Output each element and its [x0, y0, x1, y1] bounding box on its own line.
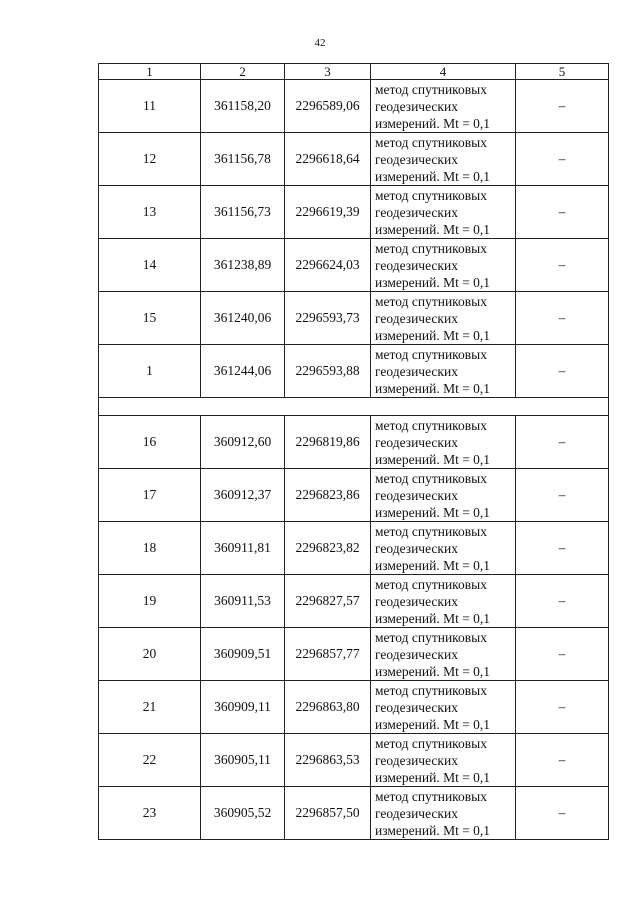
method-cell: [371, 345, 516, 398]
column-header-4: 4: [371, 64, 516, 80]
method-text-line: измерений. Mt = 0,1: [375, 221, 491, 237]
note-cell: –: [516, 80, 609, 133]
y-coordinate-cell: 2296819,86: [285, 416, 371, 469]
note-cell: –: [516, 416, 609, 469]
column-header-1: 1: [99, 64, 201, 80]
x-coordinate-cell: 361156,78: [201, 133, 285, 186]
x-coordinate-cell: 361238,89: [201, 239, 285, 292]
y-coordinate-cell: 2296857,77: [285, 628, 371, 681]
note-cell: –: [516, 469, 609, 522]
method-cell: [371, 416, 516, 469]
column-header-3: 3: [285, 64, 371, 80]
y-coordinate-cell: 2296863,80: [285, 681, 371, 734]
method-text-line: измерений. Mt = 0,1: [375, 380, 491, 396]
point-number-cell: 22: [99, 734, 201, 787]
method-text-line: измерений. Mt = 0,1: [375, 769, 491, 785]
point-number-cell: 12: [99, 133, 201, 186]
method-cell: [371, 133, 516, 186]
method-text-line: геодезических: [375, 646, 458, 662]
table-row: [99, 80, 609, 133]
method-text-line: метод спутниковых: [375, 240, 487, 256]
note-cell: –: [516, 681, 609, 734]
point-number-cell: 14: [99, 239, 201, 292]
method-text-line: геодезических: [375, 593, 458, 609]
x-coordinate-cell: 360912,37: [201, 469, 285, 522]
coordinates-table: [98, 63, 609, 840]
method-text-line: измерений. Mt = 0,1: [375, 822, 491, 838]
y-coordinate-cell: 2296827,57: [285, 575, 371, 628]
table-row: [99, 133, 609, 186]
method-text-line: геодезических: [375, 204, 458, 220]
method-cell: [371, 575, 516, 628]
x-coordinate-cell: 361158,20: [201, 80, 285, 133]
x-coordinate-cell: 361240,06: [201, 292, 285, 345]
y-coordinate-cell: 2296624,03: [285, 239, 371, 292]
method-cell: [371, 80, 516, 133]
note-cell: –: [516, 239, 609, 292]
method-cell: [371, 787, 516, 840]
table-row: [99, 628, 609, 681]
note-cell: –: [516, 345, 609, 398]
point-number-cell: 21: [99, 681, 201, 734]
method-text-line: геодезических: [375, 363, 458, 379]
method-text-line: метод спутниковых: [375, 346, 487, 362]
method-text-line: метод спутниковых: [375, 187, 487, 203]
page-number: 42: [314, 37, 326, 49]
method-cell: [371, 681, 516, 734]
method-text-line: измерений. Mt = 0,1: [375, 327, 491, 343]
table-row: [99, 239, 609, 292]
table-row: [99, 345, 609, 398]
method-text-line: метод спутниковых: [375, 788, 487, 804]
method-text-line: измерений. Mt = 0,1: [375, 504, 491, 520]
x-coordinate-cell: 361244,06: [201, 345, 285, 398]
method-cell: [371, 292, 516, 345]
section-separator-row: [99, 398, 609, 416]
table-header-row: [99, 64, 609, 80]
method-text-line: геодезических: [375, 310, 458, 326]
method-cell: [371, 628, 516, 681]
note-cell: –: [516, 186, 609, 239]
method-text-line: геодезических: [375, 487, 458, 503]
note-cell: –: [516, 522, 609, 575]
y-coordinate-cell: 2296823,82: [285, 522, 371, 575]
method-text-line: метод спутниковых: [375, 629, 487, 645]
method-cell: [371, 469, 516, 522]
point-number-cell: 23: [99, 787, 201, 840]
x-coordinate-cell: 360911,53: [201, 575, 285, 628]
method-text-line: геодезических: [375, 151, 458, 167]
method-text-line: метод спутниковых: [375, 576, 487, 592]
point-number-cell: 13: [99, 186, 201, 239]
method-text-line: геодезических: [375, 434, 458, 450]
y-coordinate-cell: 2296619,39: [285, 186, 371, 239]
table-row: [99, 469, 609, 522]
y-coordinate-cell: 2296823,86: [285, 469, 371, 522]
column-header-2: 2: [201, 64, 285, 80]
method-text-line: измерений. Mt = 0,1: [375, 557, 491, 573]
method-text-line: метод спутниковых: [375, 523, 487, 539]
method-text-line: геодезических: [375, 257, 458, 273]
y-coordinate-cell: 2296863,53: [285, 734, 371, 787]
method-text-line: измерений. Mt = 0,1: [375, 274, 491, 290]
method-cell: [371, 734, 516, 787]
table-row: [99, 787, 609, 840]
table-body: [99, 80, 609, 840]
method-text-line: метод спутниковых: [375, 682, 487, 698]
table-row: [99, 186, 609, 239]
x-coordinate-cell: 360909,51: [201, 628, 285, 681]
point-number-cell: 19: [99, 575, 201, 628]
x-coordinate-cell: 360905,52: [201, 787, 285, 840]
note-cell: –: [516, 292, 609, 345]
point-number-cell: 18: [99, 522, 201, 575]
note-cell: –: [516, 575, 609, 628]
method-text-line: геодезических: [375, 805, 458, 821]
x-coordinate-cell: 360911,81: [201, 522, 285, 575]
method-text-line: метод спутниковых: [375, 81, 487, 97]
note-cell: –: [516, 133, 609, 186]
method-text-line: геодезических: [375, 98, 458, 114]
method-text-line: измерений. Mt = 0,1: [375, 610, 491, 626]
y-coordinate-cell: 2296593,73: [285, 292, 371, 345]
method-text-line: метод спутниковых: [375, 134, 487, 150]
method-text-line: измерений. Mt = 0,1: [375, 168, 491, 184]
point-number-cell: 15: [99, 292, 201, 345]
method-text-line: геодезических: [375, 752, 458, 768]
point-number-cell: 16: [99, 416, 201, 469]
method-text-line: метод спутниковых: [375, 417, 487, 433]
method-text-line: геодезических: [375, 540, 458, 556]
table-row: [99, 734, 609, 787]
point-number-cell: 11: [99, 80, 201, 133]
method-text-line: геодезических: [375, 699, 458, 715]
note-cell: –: [516, 628, 609, 681]
method-text-line: измерений. Mt = 0,1: [375, 451, 491, 467]
note-cell: –: [516, 734, 609, 787]
point-number-cell: 17: [99, 469, 201, 522]
table-row: [99, 416, 609, 469]
point-number-cell: 20: [99, 628, 201, 681]
method-text-line: метод спутниковых: [375, 293, 487, 309]
table-row: [99, 575, 609, 628]
method-cell: [371, 186, 516, 239]
method-text-line: измерений. Mt = 0,1: [375, 716, 491, 732]
column-header-5: 5: [516, 64, 609, 80]
method-cell: [371, 239, 516, 292]
method-text-line: метод спутниковых: [375, 470, 487, 486]
y-coordinate-cell: 2296589,06: [285, 80, 371, 133]
method-text-line: измерений. Mt = 0,1: [375, 115, 491, 131]
section-separator-cell: [99, 398, 609, 416]
table-row: [99, 681, 609, 734]
method-text-line: метод спутниковых: [375, 735, 487, 751]
x-coordinate-cell: 361156,73: [201, 186, 285, 239]
y-coordinate-cell: 2296618,64: [285, 133, 371, 186]
y-coordinate-cell: 2296593,88: [285, 345, 371, 398]
y-coordinate-cell: 2296857,50: [285, 787, 371, 840]
x-coordinate-cell: 360905,11: [201, 734, 285, 787]
method-cell: [371, 522, 516, 575]
x-coordinate-cell: 360909,11: [201, 681, 285, 734]
x-coordinate-cell: 360912,60: [201, 416, 285, 469]
table-row: [99, 522, 609, 575]
point-number-cell: 1: [99, 345, 201, 398]
note-cell: –: [516, 787, 609, 840]
table-row: [99, 292, 609, 345]
method-text-line: измерений. Mt = 0,1: [375, 663, 491, 679]
